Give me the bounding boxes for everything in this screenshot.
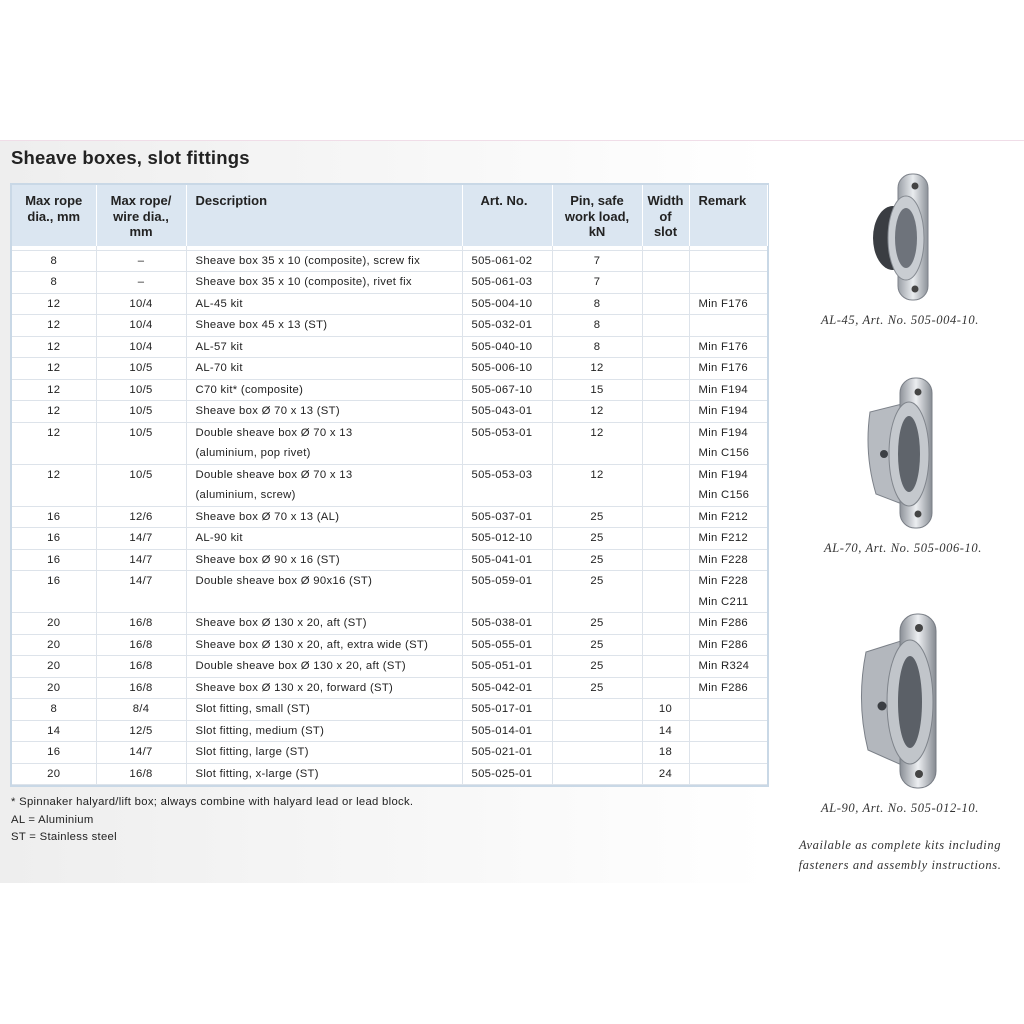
table-row — [12, 293, 767, 315]
cell-description — [186, 763, 462, 785]
cell-description — [186, 528, 462, 550]
cell-max-rope-wire: 14/7 — [96, 742, 186, 764]
cell-max-rope-wire: 10/5 — [96, 401, 186, 423]
cell-max-rope: 20 — [12, 634, 96, 656]
cell-art-no: 505-014-01 — [462, 720, 552, 742]
cell-slot-width — [642, 634, 689, 656]
cell-remark-line: Min R324 — [698, 660, 750, 672]
cell-pin-load: 25 — [552, 506, 642, 528]
cell-art-no: 505-017-01 — [462, 699, 552, 721]
table-row — [12, 763, 767, 785]
cell-pin-load — [552, 699, 642, 721]
cell-description — [186, 315, 462, 337]
caption-kits-line-1: Available as complete kits including — [798, 838, 1002, 852]
cell-description — [186, 336, 462, 358]
cell-art-no: 505-025-01 — [462, 763, 552, 785]
cell-slot-width: 24 — [642, 763, 689, 785]
cell-pin-load: 15 — [552, 379, 642, 401]
cell-max-rope: 20 — [12, 763, 96, 785]
cell-pin-load — [552, 742, 642, 764]
cell-slot-width — [642, 571, 689, 613]
cell-slot-width — [642, 379, 689, 401]
cell-pin-load — [552, 720, 642, 742]
cell-remark — [689, 422, 767, 464]
cell-description — [186, 422, 462, 464]
cell-description — [186, 720, 462, 742]
cell-description-line: Sheave box 35 x 10 (composite), screw fix — [195, 254, 421, 267]
product-table — [12, 185, 768, 785]
table-row — [12, 549, 767, 571]
cell-art-no: 505-051-01 — [462, 656, 552, 678]
cell-remark-line: Min F212 — [698, 510, 748, 523]
cell-remark-line: Min C156 — [698, 489, 750, 501]
cell-max-rope: 8 — [12, 699, 96, 721]
cell-description — [186, 464, 462, 506]
cell-art-no: 505-059-01 — [462, 571, 552, 613]
caption-al90: AL-90, Art. No. 505-012-10. — [821, 801, 979, 815]
caption-kits-line-2: fasteners and assembly instructions. — [798, 857, 1002, 872]
cell-description — [186, 549, 462, 571]
cell-pin-load: 8 — [552, 293, 642, 315]
cell-description — [186, 656, 462, 678]
cell-max-rope-wire: 10/5 — [96, 422, 186, 464]
cell-description — [186, 250, 462, 272]
cell-description-line: Slot fitting, large (ST) — [195, 746, 309, 758]
cell-max-rope-wire: 16/8 — [96, 763, 186, 785]
caption-al45: AL-45, Art. No. 505-004-10. — [821, 313, 979, 327]
sheave-box-al70-image — [862, 374, 948, 532]
header-max-rope: Max rope dia., mm — [12, 185, 96, 246]
cell-pin-load: 8 — [552, 315, 642, 337]
cell-max-rope: 20 — [12, 613, 96, 635]
cell-remark-line: Min F194 — [698, 426, 748, 439]
cell-description-line: AL-70 kit — [195, 362, 243, 374]
cell-pin-load: 25 — [552, 549, 642, 571]
cell-remark — [689, 506, 767, 528]
cell-pin-load: 12 — [552, 358, 642, 380]
cell-remark-line: Min F286 — [698, 681, 748, 694]
cell-max-rope: 20 — [12, 677, 96, 699]
table-row — [12, 315, 767, 337]
cell-description — [186, 506, 462, 528]
cell-pin-load: 8 — [552, 336, 642, 358]
cell-max-rope-wire: 16/8 — [96, 634, 186, 656]
cell-description-line: AL-57 kit — [195, 340, 243, 353]
cell-remark-line: Min F194 — [698, 383, 748, 396]
cell-max-rope: 12 — [12, 293, 96, 315]
cell-max-rope-wire: 10/4 — [96, 293, 186, 315]
cell-art-no: 505-067-10 — [462, 379, 552, 401]
cell-description — [186, 571, 462, 613]
footnote-stainless: ST = Stainless steel — [11, 831, 117, 843]
cell-description — [186, 401, 462, 423]
sheave-box-al90-image — [856, 610, 956, 792]
cell-remark — [689, 250, 767, 272]
cell-max-rope: 12 — [12, 336, 96, 358]
table-row — [12, 742, 767, 764]
cell-slot-width — [642, 549, 689, 571]
cell-max-rope-wire: 16/8 — [96, 656, 186, 678]
cell-slot-width — [642, 315, 689, 337]
cell-remark-line: Min F228 — [698, 553, 748, 566]
table-row — [12, 699, 767, 721]
cell-art-no: 505-006-10 — [462, 358, 552, 380]
cell-remark-line: Min F286 — [698, 617, 748, 629]
cell-description-line: Sheave box Ø 130 x 20, aft, extra wide (ST) — [195, 638, 429, 651]
cell-pin-load: 12 — [552, 401, 642, 423]
cell-remark — [689, 634, 767, 656]
cell-max-rope-wire: 12/5 — [96, 720, 186, 742]
cell-description-line: AL-45 kit — [195, 297, 243, 310]
cell-art-no: 505-053-01 — [462, 422, 552, 464]
cell-max-rope: 8 — [12, 272, 96, 294]
table-body — [12, 246, 767, 785]
cell-art-no: 505-037-01 — [462, 506, 552, 528]
cell-max-rope-wire: 10/4 — [96, 315, 186, 337]
cell-art-no: 505-012-10 — [462, 528, 552, 550]
cell-max-rope: 8 — [12, 250, 96, 272]
cell-description-line: Sheave box 45 x 13 (ST) — [195, 319, 328, 331]
cell-description-line: Double sheave box Ø 70 x 13 — [195, 468, 353, 481]
footnote-aluminium: AL = Aluminium — [11, 813, 94, 826]
cell-remark-line: Min F212 — [698, 532, 748, 544]
cell-remark — [689, 464, 767, 506]
table-row — [12, 272, 767, 294]
cell-remark — [689, 336, 767, 358]
cell-remark — [689, 315, 767, 337]
cell-remark-line: Min F228 — [698, 575, 748, 587]
cell-slot-width — [642, 358, 689, 380]
header-slot-width: Width of slot — [642, 185, 689, 246]
cell-description-line: Slot fitting, medium (ST) — [195, 724, 325, 737]
cell-remark — [689, 272, 767, 294]
cell-pin-load: 7 — [552, 250, 642, 272]
header-art-no: Art. No. — [462, 185, 552, 246]
cell-remark — [689, 613, 767, 635]
cell-remark — [689, 549, 767, 571]
cell-max-rope-wire: 14/7 — [96, 571, 186, 613]
cell-slot-width — [642, 528, 689, 550]
cell-slot-width — [642, 272, 689, 294]
cell-art-no: 505-038-01 — [462, 613, 552, 635]
cell-art-no: 505-042-01 — [462, 677, 552, 699]
cell-remark — [689, 699, 767, 721]
cell-slot-width — [642, 656, 689, 678]
cell-art-no: 505-041-01 — [462, 549, 552, 571]
footnote-spinnaker: * Spinnaker halyard/lift box; always combine with halyard lead or lead block. — [11, 796, 414, 808]
cell-description-line: Slot fitting, x-large (ST) — [195, 767, 319, 780]
cell-pin-load: 12 — [552, 464, 642, 506]
cell-description-line: Sheave box Ø 130 x 20, forward (ST) — [195, 681, 394, 694]
cell-slot-width — [642, 336, 689, 358]
cell-remark-line: Min C156 — [698, 447, 750, 459]
cell-description-line: Double sheave box Ø 130 x 20, aft (ST) — [195, 660, 406, 672]
cell-max-rope: 12 — [12, 422, 96, 464]
cell-art-no: 505-055-01 — [462, 634, 552, 656]
cell-max-rope-wire: – — [96, 272, 186, 294]
cell-remark-line: Min F176 — [698, 362, 748, 374]
table-row — [12, 336, 767, 358]
cell-art-no: 505-040-10 — [462, 336, 552, 358]
cell-max-rope-wire: 10/5 — [96, 464, 186, 506]
cell-art-no: 505-043-01 — [462, 401, 552, 423]
cell-description-line: (aluminium, screw) — [195, 489, 296, 501]
cell-pin-load: 12 — [552, 422, 642, 464]
cell-description-line: (aluminium, pop rivet) — [195, 447, 311, 459]
cell-remark — [689, 677, 767, 699]
cell-description-line: Sheave box 35 x 10 (composite), rivet fix — [195, 276, 412, 288]
cell-remark — [689, 358, 767, 380]
table-row — [12, 656, 767, 678]
cell-max-rope: 12 — [12, 379, 96, 401]
cell-art-no: 505-021-01 — [462, 742, 552, 764]
header-pin-load: Pin, safe work load, kN — [552, 185, 642, 246]
cell-remark — [689, 763, 767, 785]
table-row — [12, 634, 767, 656]
cell-description-line: C70 kit* (composite) — [195, 383, 304, 396]
table-row — [12, 379, 767, 401]
cell-slot-width — [642, 613, 689, 635]
table-header-row — [12, 185, 767, 246]
product-table-container — [10, 183, 769, 787]
cell-art-no: 505-004-10 — [462, 293, 552, 315]
cell-max-rope-wire: 14/7 — [96, 549, 186, 571]
cell-remark-line: Min F176 — [698, 340, 748, 353]
table-row — [12, 358, 767, 380]
cell-description-line: Sheave box Ø 70 x 13 (AL) — [195, 510, 340, 523]
table-row — [12, 422, 767, 464]
cell-slot-width: 14 — [642, 720, 689, 742]
cell-description — [186, 677, 462, 699]
table-row — [12, 613, 767, 635]
cell-slot-width — [642, 464, 689, 506]
header-max-rope-wire: Max rope/ wire dia., mm — [96, 185, 186, 246]
cell-max-rope-wire: – — [96, 250, 186, 272]
cell-max-rope-wire: 8/4 — [96, 699, 186, 721]
cell-art-no: 505-032-01 — [462, 315, 552, 337]
cell-slot-width — [642, 506, 689, 528]
cell-description — [186, 358, 462, 380]
cell-pin-load: 25 — [552, 656, 642, 678]
cell-slot-width — [642, 422, 689, 464]
cell-slot-width — [642, 250, 689, 272]
cell-remark-line: Min C211 — [698, 595, 749, 608]
cell-remark — [689, 571, 767, 613]
cell-description-line: Double sheave box Ø 70 x 13 — [195, 426, 353, 439]
table-row — [12, 677, 767, 699]
cell-max-rope: 16 — [12, 506, 96, 528]
cell-description-line: AL-90 kit — [195, 532, 243, 544]
cell-art-no: 505-053-03 — [462, 464, 552, 506]
cell-max-rope-wire: 10/4 — [96, 336, 186, 358]
cell-pin-load: 7 — [552, 272, 642, 294]
table-row — [12, 401, 767, 423]
cell-max-rope-wire: 14/7 — [96, 528, 186, 550]
cell-pin-load: 25 — [552, 677, 642, 699]
cell-max-rope: 14 — [12, 720, 96, 742]
cell-remark-line: Min F286 — [698, 638, 748, 651]
table-row — [12, 720, 767, 742]
table-row — [12, 464, 767, 506]
cell-remark — [689, 293, 767, 315]
footnotes — [11, 794, 413, 847]
cell-pin-load: 25 — [552, 613, 642, 635]
cell-description — [186, 742, 462, 764]
cell-max-rope: 12 — [12, 315, 96, 337]
cell-slot-width — [642, 401, 689, 423]
cell-remark-line: Min F194 — [698, 405, 748, 417]
cell-max-rope: 12 — [12, 464, 96, 506]
cell-description-line — [196, 592, 458, 613]
cell-max-rope: 16 — [12, 549, 96, 571]
cell-remark — [689, 401, 767, 423]
cell-description — [186, 379, 462, 401]
cell-remark — [689, 528, 767, 550]
cell-description — [186, 272, 462, 294]
cell-pin-load: 25 — [552, 528, 642, 550]
cell-description — [186, 634, 462, 656]
cell-max-rope: 12 — [12, 401, 96, 423]
cell-remark — [689, 742, 767, 764]
cell-art-no: 505-061-02 — [462, 250, 552, 272]
cell-description — [186, 699, 462, 721]
cell-remark — [689, 720, 767, 742]
cell-slot-width — [642, 677, 689, 699]
cell-max-rope: 12 — [12, 358, 96, 380]
table-row — [12, 571, 767, 613]
table-row — [12, 528, 767, 550]
page-title: Sheave boxes, slot fittings — [11, 147, 250, 168]
cell-remark-line: Min F176 — [698, 297, 748, 310]
cell-art-no: 505-061-03 — [462, 272, 552, 294]
cell-max-rope-wire: 16/8 — [96, 677, 186, 699]
cell-remark — [689, 656, 767, 678]
header-remark: Remark — [689, 185, 767, 246]
cell-description-line: Sheave box Ø 70 x 13 (ST) — [195, 405, 340, 417]
table-row — [12, 250, 767, 272]
cell-slot-width: 18 — [642, 742, 689, 764]
cell-description-line: Sheave box Ø 90 x 16 (ST) — [195, 553, 340, 566]
cell-pin-load — [552, 763, 642, 785]
cell-max-rope-wire: 12/6 — [96, 506, 186, 528]
cell-max-rope-wire: 10/5 — [96, 379, 186, 401]
cell-pin-load: 25 — [552, 571, 642, 613]
cell-pin-load: 25 — [552, 634, 642, 656]
table-row — [12, 506, 767, 528]
cell-max-rope: 16 — [12, 528, 96, 550]
cell-description-line: Double sheave box Ø 90x16 (ST) — [195, 575, 373, 587]
cell-slot-width: 10 — [642, 699, 689, 721]
header-description: Description — [186, 185, 462, 246]
cell-max-rope-wire: 16/8 — [96, 613, 186, 635]
sheave-box-al45-image — [860, 168, 940, 304]
cell-description — [186, 613, 462, 635]
caption-al70: AL-70, Art. No. 505-006-10. — [824, 541, 982, 555]
cell-max-rope-wire: 10/5 — [96, 358, 186, 380]
caption-kits — [780, 836, 1020, 875]
cell-max-rope: 16 — [12, 742, 96, 764]
cell-max-rope: 16 — [12, 571, 96, 613]
cell-slot-width — [642, 293, 689, 315]
cell-remark-line: Min F194 — [698, 468, 748, 481]
cell-max-rope: 20 — [12, 656, 96, 678]
cell-description-line: Sheave box Ø 130 x 20, aft (ST) — [195, 617, 367, 629]
cell-description-line: Slot fitting, small (ST) — [195, 703, 311, 715]
cell-remark — [689, 379, 767, 401]
cell-description — [186, 293, 462, 315]
